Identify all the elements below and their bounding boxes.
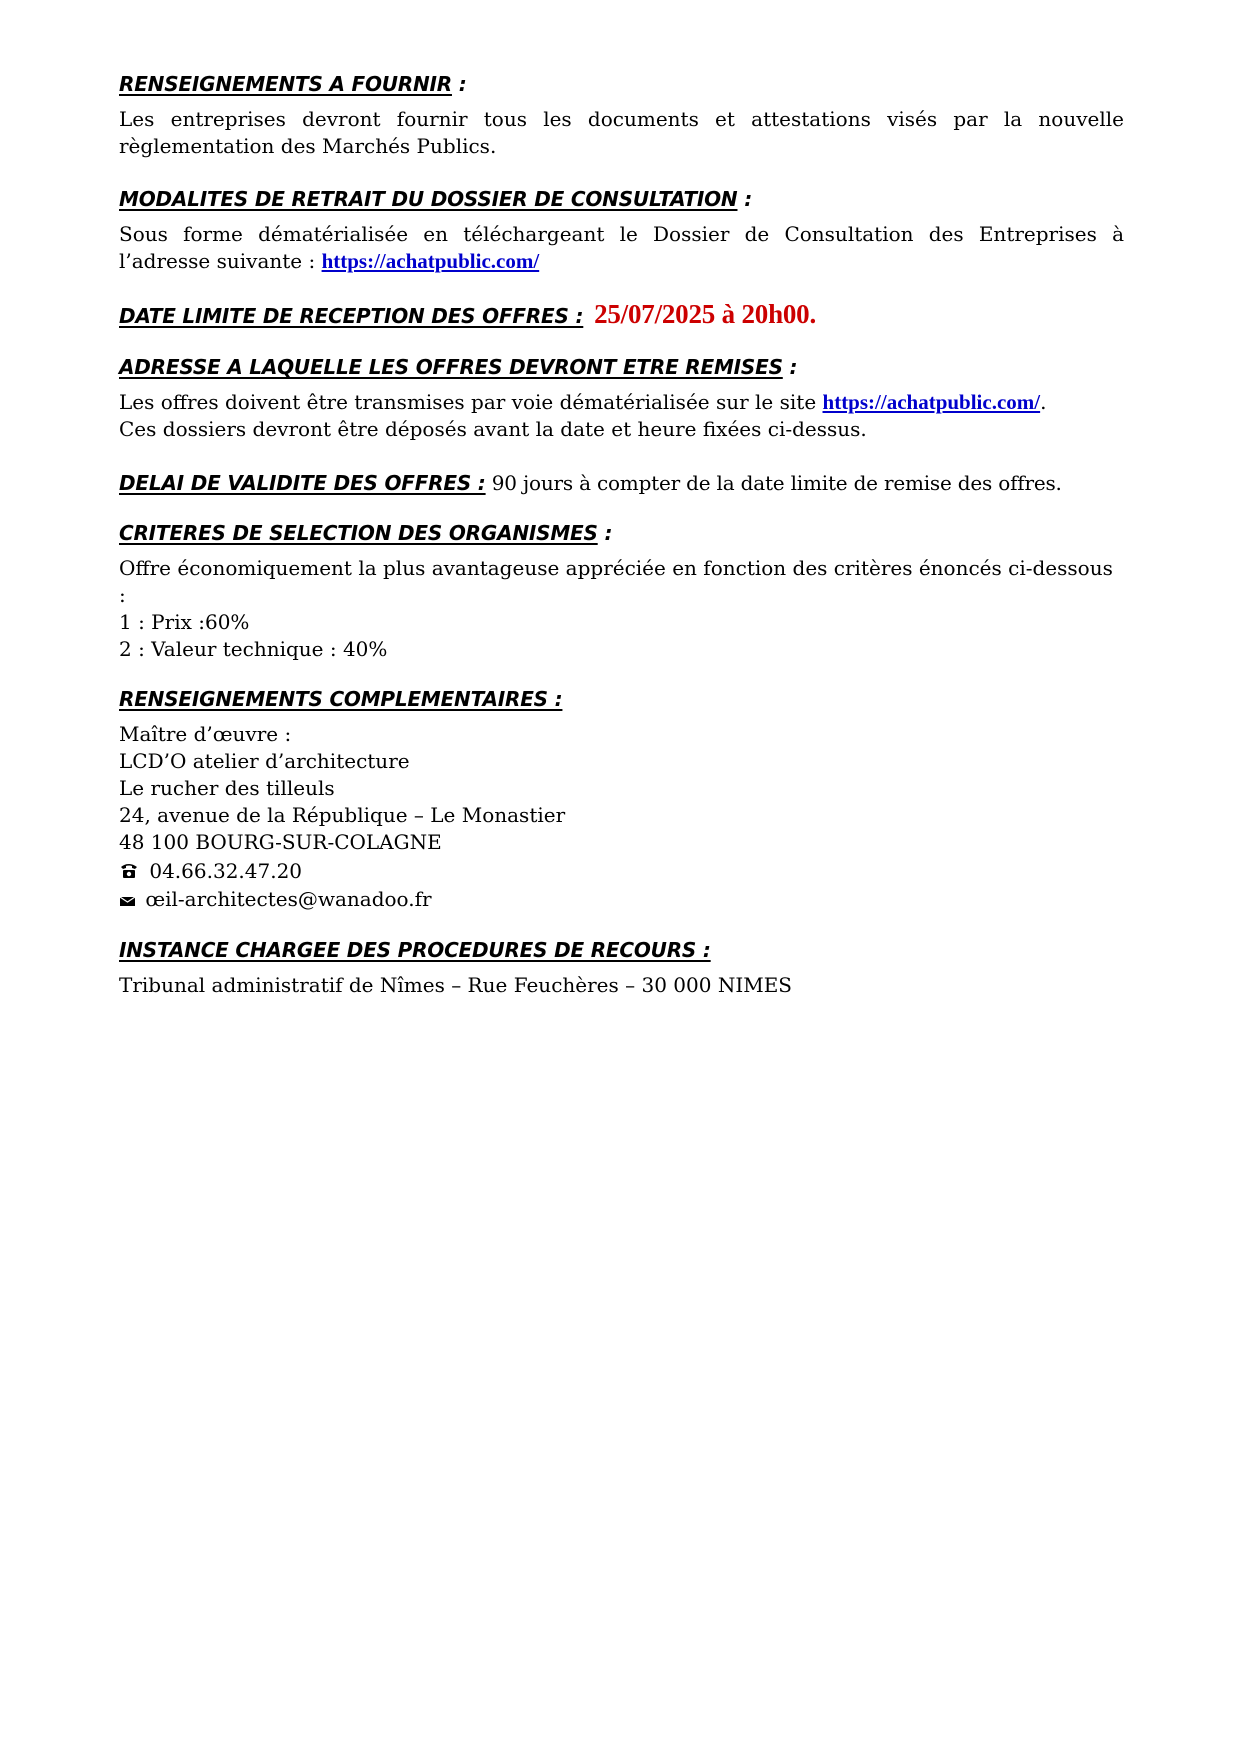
delai-text: 90 jours à compter de la date limite de remise des offres. bbox=[485, 471, 1062, 495]
contact-line: LCD’O atelier d’architecture bbox=[119, 749, 410, 773]
criteres-item-1: 1 : Prix :60% bbox=[119, 610, 250, 634]
recours-text: Tribunal administratif de Nîmes – Rue Feuchères – 30 000 NIMES bbox=[119, 973, 792, 997]
contact-line: 24, avenue de la République – Le Monastier bbox=[119, 803, 566, 827]
heading-modalites: MODALITES DE RETRAIT DU DOSSIER DE CONSULTATION : bbox=[119, 187, 753, 211]
adresse-line-1: Les offres doivent être transmises par voie dématérialisée sur le site https://achatpublic.com/. bbox=[119, 390, 1047, 414]
contact-line: Maître d’œuvre : bbox=[119, 722, 292, 746]
adresse-line-2: Ces dossiers devront être déposés avant la date et heure fixées ci-dessus. bbox=[119, 417, 867, 441]
contact-email: œil-architectes@wanadoo.fr bbox=[119, 886, 1124, 914]
renseignements-text: Les entreprises devront fournir tous les documents et attestations visés par la nouvelle règlementation des Marchés Publics. bbox=[119, 107, 1124, 158]
criteres-intro: Offre économiquement la plus avantageuse appréciée en fonction des critères énoncés ci-dessous : bbox=[119, 556, 1113, 607]
document-content bbox=[119, 70, 1124, 999]
telephone-icon bbox=[119, 859, 139, 886]
heading-renseignements: RENSEIGNEMENTS A FOURNIR : bbox=[119, 72, 467, 96]
contact-line: 48 100 BOURG-SUR-COLAGNE bbox=[119, 830, 442, 854]
modalites-text: Sous forme dématérialisée en téléchargeant le Dossier de Consultation des Entreprises à l’adresse suivante : https://achatpublic.com/ bbox=[119, 222, 1124, 273]
contact-block bbox=[119, 721, 1124, 914]
contact-phone: 04.66.32.47.20 bbox=[119, 858, 1124, 886]
envelope-icon bbox=[119, 887, 137, 914]
criteres-item-2: 2 : Valeur technique : 40% bbox=[119, 637, 388, 661]
heading-adresse: ADRESSE A LAQUELLE LES OFFRES DEVRONT ETRE REMISES : bbox=[119, 355, 798, 379]
heading-date-limite: DATE LIMITE DE RECEPTION DES OFFRES : 25/07/2025 à 20h00. bbox=[119, 299, 817, 329]
heading-recours: INSTANCE CHARGEE DES PROCEDURES DE RECOURS : bbox=[119, 938, 711, 962]
deadline-value: 25/07/2025 à 20h00. bbox=[594, 299, 817, 329]
heading-criteres: CRITERES DE SELECTION DES ORGANISMES : bbox=[119, 521, 613, 545]
achatpublic-link[interactable]: https://achatpublic.com/ bbox=[321, 249, 540, 273]
heading-delai: DELAI DE VALIDITE DES OFFRES : 90 jours à compter de la date limite de remise des offres. bbox=[119, 471, 1062, 495]
heading-complementaires: RENSEIGNEMENTS COMPLEMENTAIRES : bbox=[119, 687, 563, 711]
achatpublic-link-2[interactable]: https://achatpublic.com/ bbox=[822, 390, 1041, 414]
contact-line: Le rucher des tilleuls bbox=[119, 776, 335, 800]
